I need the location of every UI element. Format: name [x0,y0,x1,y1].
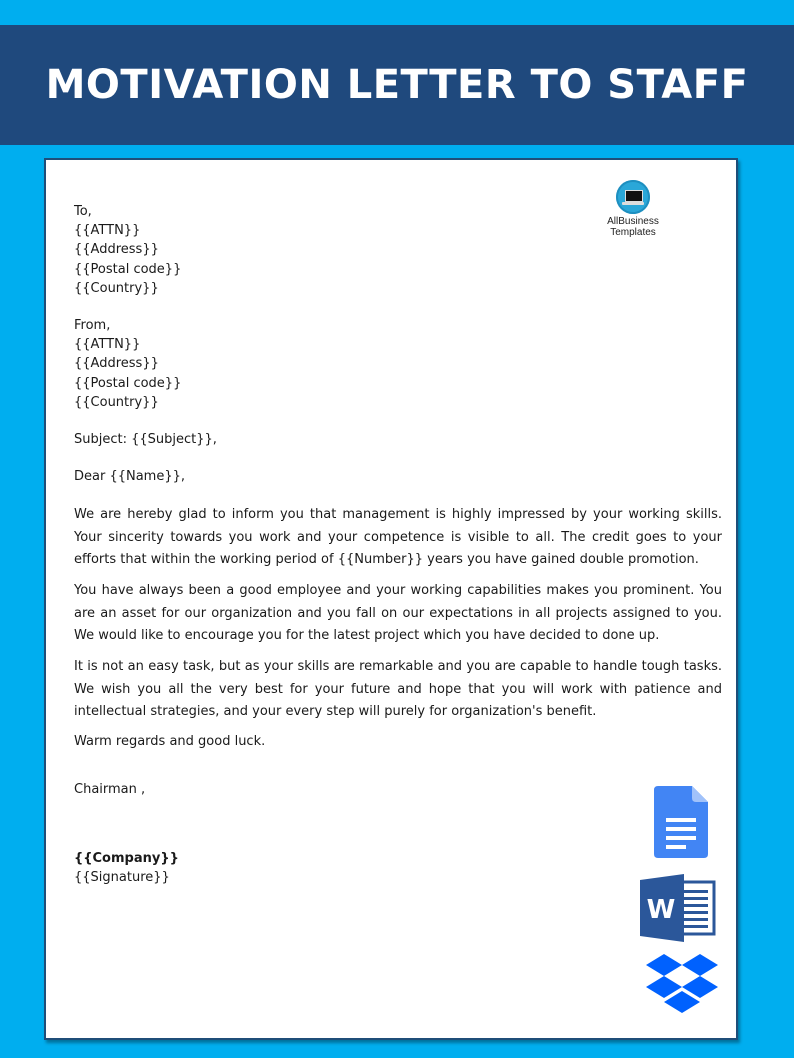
subject-line: Subject: {{Subject}}, [74,432,217,448]
from-country: {{Country}} [74,394,159,410]
to-address: {{Address}} [74,242,159,258]
closing-line: Warm regards and good luck. [74,734,266,750]
from-attn: {{ATTN}} [74,337,141,353]
from-label: From, [74,318,111,334]
body-paragraph-3: It is not an easy task, but as your skills are remarkable and you are capable to handle tough tasks. We wish you all the very best for your future and hope that you will work with patience and intellectual strategies, and your every step will purely for organization's benefit. [74,659,722,719]
body-paragraph-1: We are hereby glad to inform you that management is highly impressed by your working skills. Your sincerity towards you work and your competence is visible to all. The credit goes to your efforts that within the working period of {{Number}} years you have gained double promotion. [74,507,722,568]
signer-title: Chairman , [74,782,146,798]
logo-text-line1: AllBusiness [607,216,659,227]
company-name: {{Company}} [74,850,179,866]
to-postal-code: {{Postal code}} [74,261,182,277]
from-postal-code: {{Postal code}} [74,375,182,391]
page-title: MOTIVATION LETTER TO STAFF [45,62,749,108]
recipient-block [74,202,722,298]
from-address: {{Address}} [74,356,159,372]
to-country: {{Country}} [74,280,159,296]
microsoft-word-icon[interactable] [640,874,716,942]
to-attn: {{ATTN}} [74,223,141,239]
logo-text-line2: Templates [610,227,656,238]
greeting: Dear {{Name}}, [74,469,186,485]
dropbox-icon[interactable] [646,952,718,1018]
signature: {{Signature}} [74,869,170,885]
letter-body [74,202,722,887]
letter-page [44,158,738,1040]
sender-block [74,316,722,412]
google-docs-icon[interactable] [654,786,708,858]
svg-text:W: W [646,895,676,925]
body-paragraph-2: You have always been a good employee and your working capabilities makes you prominent. You are an asset for our organization and you fall on our expectations in all projects assigned to you. We would like to encourage you for the latest project which you have decided to done up. [74,583,722,643]
to-label: To, [74,204,92,219]
header-bar [0,25,794,145]
